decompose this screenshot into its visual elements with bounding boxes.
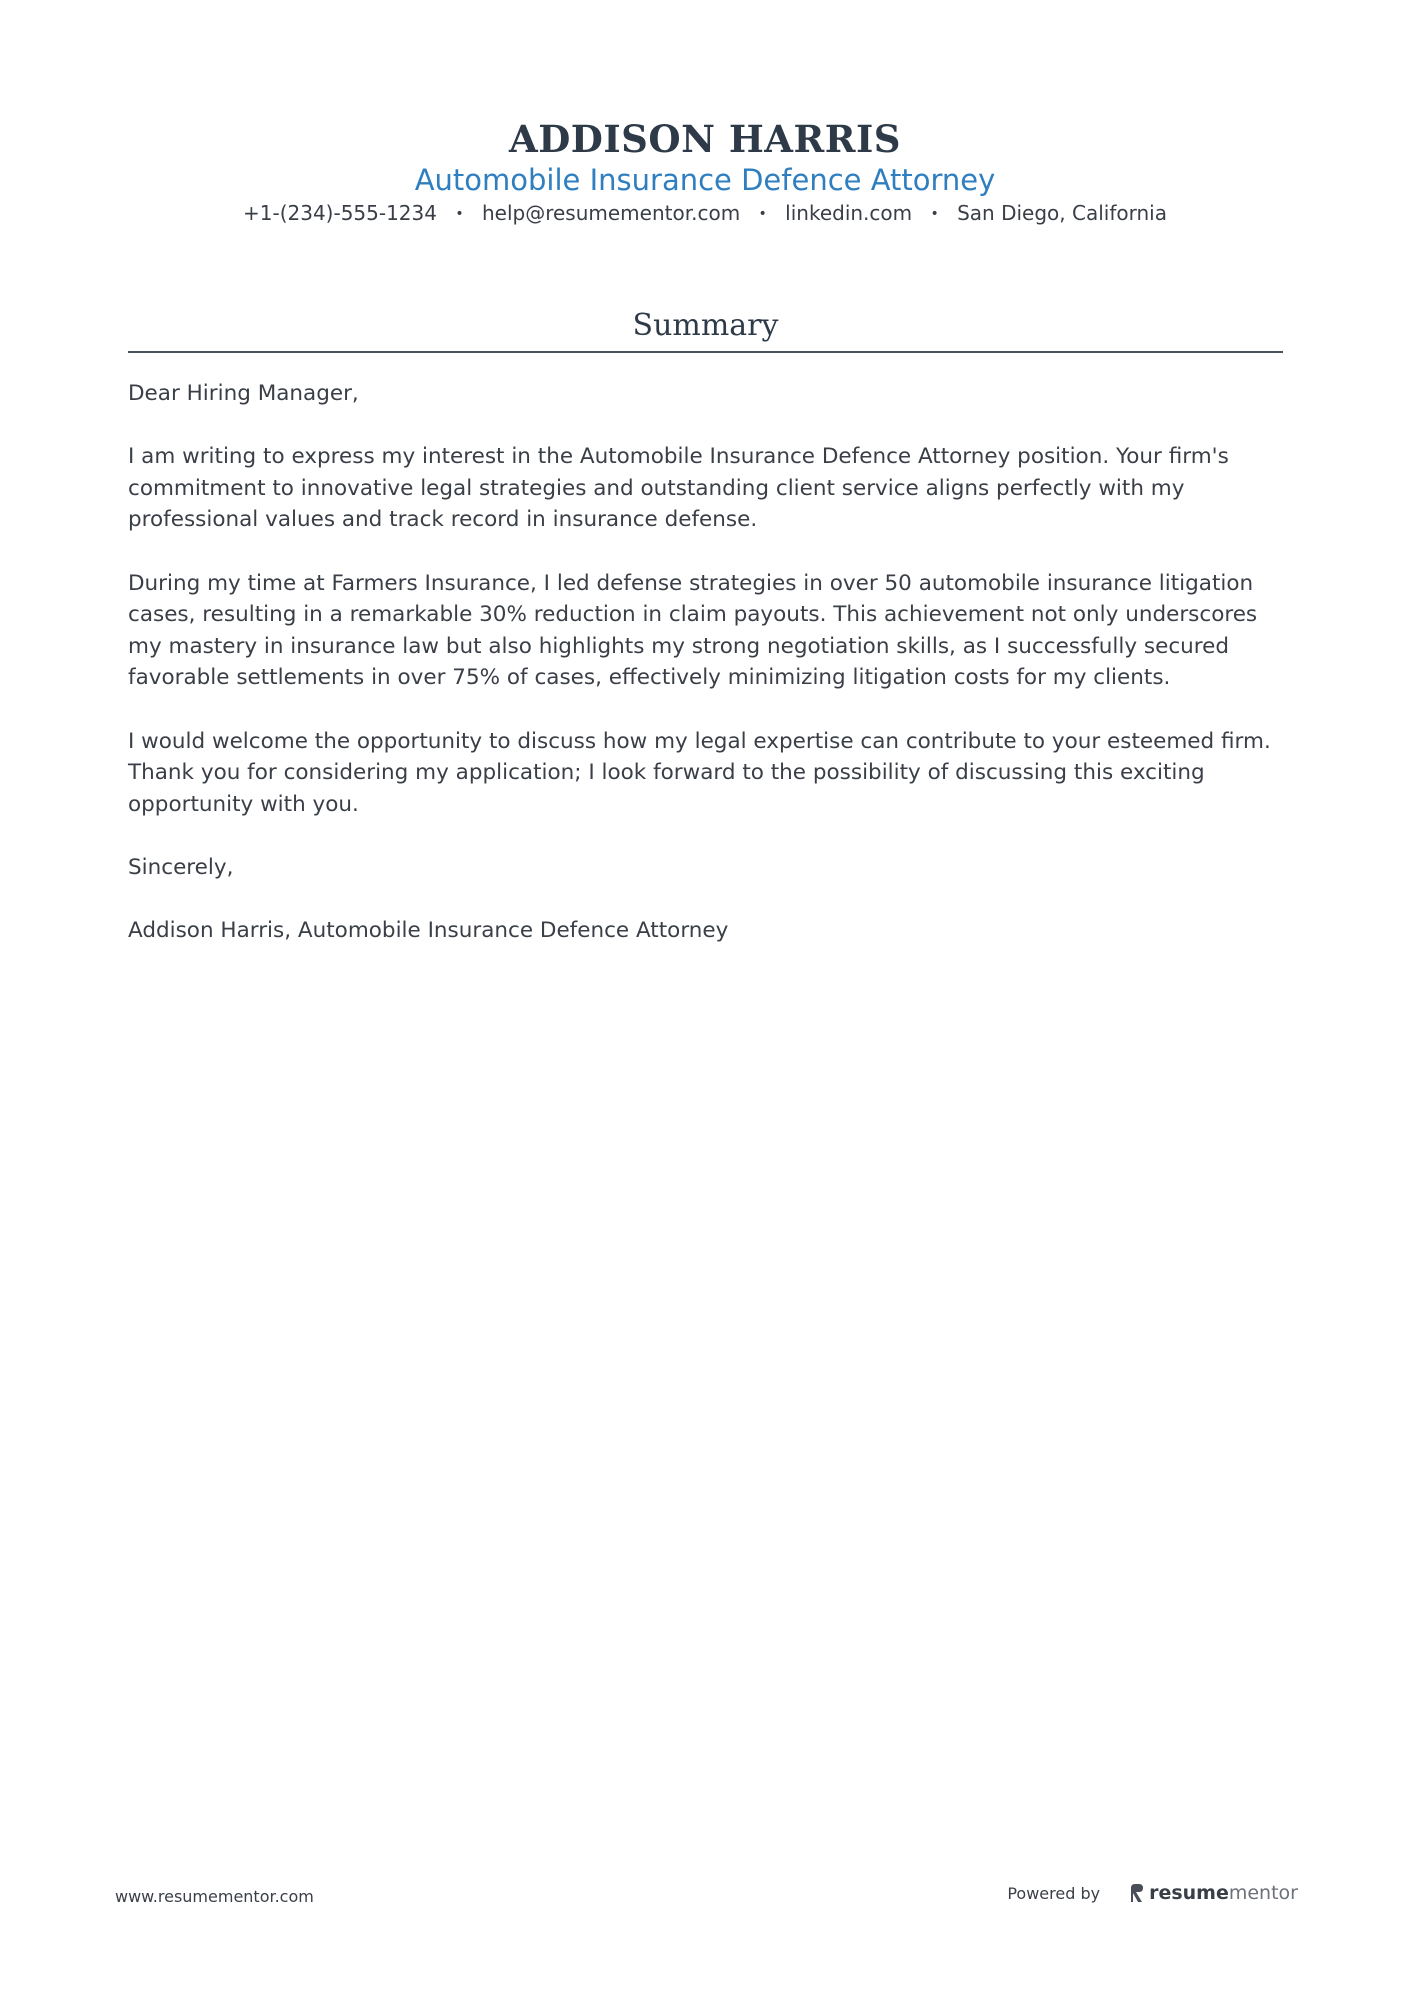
footer-branding <box>1007 1882 1298 1904</box>
contact-separator: • <box>930 206 939 222</box>
powered-by-label: Powered by <box>1007 1883 1101 1903</box>
letter-paragraph-2: During my time at Farmers Insurance, I led defense strategies in over 50 automobile insurance litigation cases, resulting in a remarkable 30% reduction in claim payouts. This achievement not only underscores my mastery in insurance law but also highlights my strong negotiation skills, as I successfully secured favorable settlements in over 75% of cases, effectively minimizing litigation costs for my clients. <box>128 570 1258 691</box>
contact-location: San Diego, California <box>957 201 1167 225</box>
brand-text-light: mentor <box>1228 1882 1298 1904</box>
letter-closing: Sincerely, <box>128 854 234 880</box>
letter-paragraph-1: I am writing to express my interest in the Automobile Insurance Defence Attorney position. Your firm's commitment to innovative legal strategies and outstanding client service aligns perfectly with my professional values and track record in insurance defense. <box>128 444 1229 533</box>
contact-phone: +1-(234)-555-1234 <box>243 201 437 225</box>
brand-text-bold: resume <box>1149 1882 1229 1904</box>
contact-email: help@resumementor.com <box>481 201 741 225</box>
brand-logo <box>1130 1882 1298 1904</box>
contact-linkedin: linkedin.com <box>785 201 913 225</box>
footer-website: www.resumementor.com <box>115 1887 314 1906</box>
contact-separator: • <box>455 206 464 222</box>
letter-greeting: Dear Hiring Manager, <box>128 381 359 406</box>
job-title: Automobile Insurance Defence Attorney <box>414 163 996 197</box>
section-divider <box>128 351 1283 353</box>
contact-separator: • <box>758 206 767 222</box>
letter-paragraph-3: I would welcome the opportunity to discuss how my legal expertise can contribute to your esteemed firm. Thank you for considering my application; I look forward to the possibility of discussing this exciting opportunity with you. <box>128 728 1271 817</box>
resumementor-logo-icon <box>1130 1883 1144 1903</box>
candidate-name: ADDISON HARRIS <box>508 117 902 161</box>
section-heading-summary: Summary <box>632 308 779 343</box>
letter-signature: Addison Harris, Automobile Insurance Defence Attorney <box>128 918 729 944</box>
letter-body <box>128 378 1288 978</box>
contact-line <box>0 198 1410 231</box>
header <box>0 116 1410 231</box>
